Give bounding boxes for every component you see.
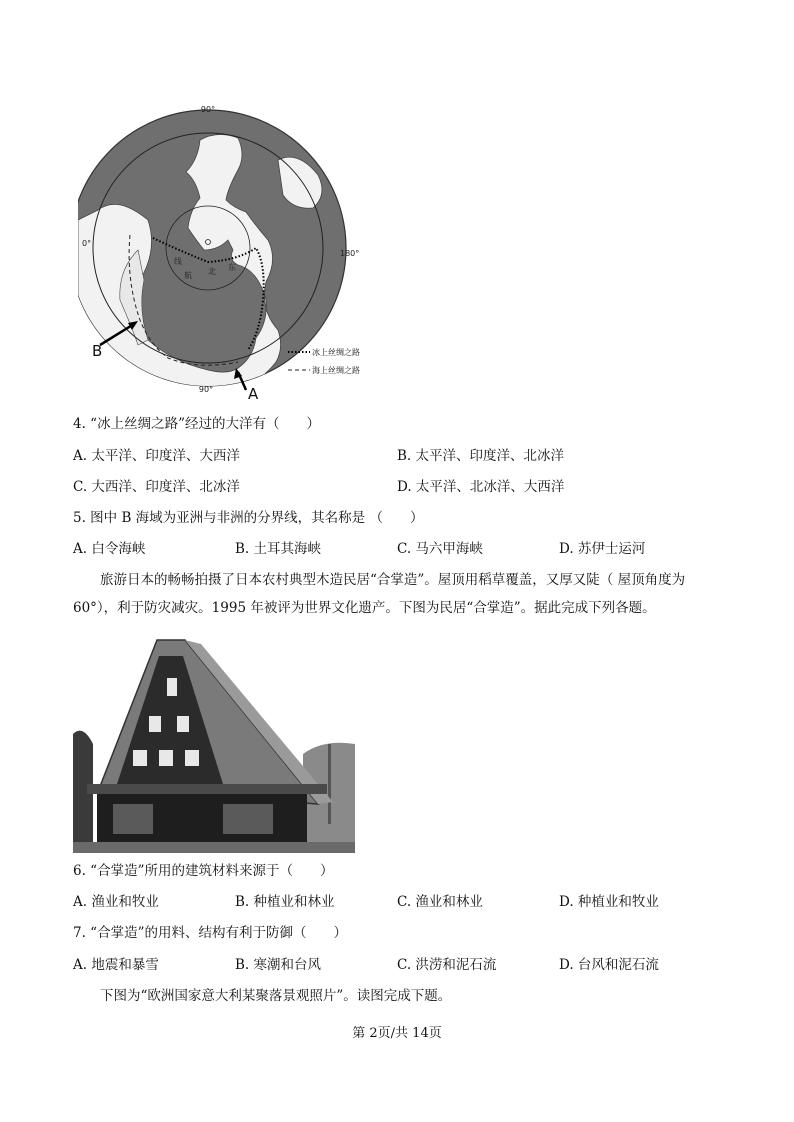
route-char-1: 线 [174,257,182,266]
q4-option-d[interactable]: D. 太平洋、北冰洋、大西洋 [397,479,565,495]
label-lon-left: 0° [82,239,92,248]
gassho-intro-text: 旅游日本的畅畅拍摄了日本农村典型木造民居“合掌造”。屋顶用稻草覆盖，又厚又陡（ 屋顶角度为 60°），利于防灾减灾。1995 年被评为世界文化遗产。下图为民居“合掌造”。据此完成下列各题。 [73,572,686,616]
gassho-house-photo [73,634,355,853]
label-lon-right: 180° [340,249,360,258]
label-b: B [92,342,103,360]
q5-stem: 5. 图中 B 海域为亚洲与非洲的分界线，其名称是 （ ） [73,510,424,526]
q7-option-c[interactable]: C. 洪涝和泥石流 [397,957,497,973]
q4-option-b[interactable]: B. 太平洋、印度洋、北冰洋 [397,448,565,464]
route-char-4: 东 [228,263,236,272]
route-char-3: 北 [208,267,216,276]
legend-ice-label: 冰上丝绸之路 [312,348,360,357]
q7-option-b[interactable]: B. 寒潮和台风 [235,957,322,973]
q5-option-d[interactable]: D. 苏伊士运河 [559,541,646,557]
legend-sea-label: 海上丝绸之路 [312,366,360,375]
q6-option-a[interactable]: A. 渔业和牧业 [73,894,159,910]
page-footer: 第 2页/共 14页 [352,1026,442,1041]
arctic-route-map [78,100,378,400]
q7-option-d[interactable]: D. 台风和泥石流 [559,957,659,973]
label-lat-top: 90° [200,105,216,114]
q5-option-b[interactable]: B. 土耳其海峡 [235,541,322,557]
gassho-house-svg [73,634,355,853]
label-a: A [248,385,259,400]
gassho-intro [73,566,725,622]
arctic-map-svg [78,100,378,400]
q4-option-c[interactable]: C. 大西洋、印度洋、北冰洋 [73,479,240,495]
q6-stem: 6. “合掌造”所用的建筑材料来源于（ ） [73,863,334,879]
q5-option-c[interactable]: C. 马六甲海峡 [397,541,483,557]
italy-intro: 下图为“欧洲国家意大利某聚落景观照片”。读图完成下题。 [100,988,452,1004]
q7-stem: 7. “合掌造”的用料、结构有利于防御（ ） [73,925,347,941]
q6-option-c[interactable]: C. 渔业和林业 [397,894,483,910]
q4-stem: 4. “冰上丝绸之路”经过的大洋有（ ） [73,416,320,432]
q7-option-a[interactable]: A. 地震和暴雪 [73,957,159,973]
q4-option-a[interactable]: A. 太平洋、印度洋、大西洋 [73,448,240,464]
q6-option-d[interactable]: D. 种植业和牧业 [559,894,659,910]
label-lat-bottom: 90° [198,385,214,394]
q5-option-a[interactable]: A. 白令海峡 [73,541,146,557]
q6-option-b[interactable]: B. 种植业和林业 [235,894,335,910]
route-char-2: 航 [184,271,192,280]
